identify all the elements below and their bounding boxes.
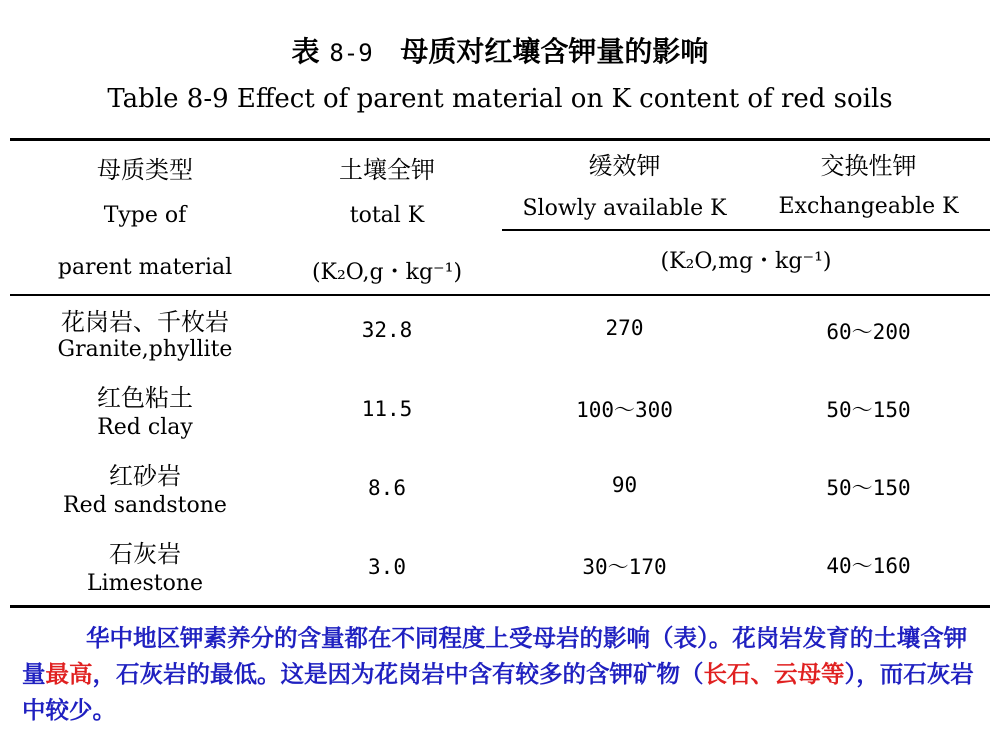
header-col2-zh: 土壤全钾 [339, 156, 435, 184]
row-3-material-zh: 红砂岩 [109, 462, 181, 490]
table-number: 8-9 [329, 39, 373, 67]
caption-paragraph [22, 620, 987, 728]
table-title-text: 母质对红壤含钾量的影响 [400, 35, 709, 68]
header-col4-en: Exchangeable K [778, 194, 959, 219]
row-1-total-k: 32.8 [361, 318, 413, 342]
row-3-exch-k: 50～150 [826, 476, 911, 500]
row-4-total-k: 3.0 [368, 555, 406, 579]
caption-part-3: ），而石灰岩中较少。 [22, 660, 974, 724]
row-3-total-k: 8.6 [368, 476, 406, 500]
row-2-exch-k: 50～150 [826, 398, 911, 422]
header-shared-unit: (K₂O,mg・kg⁻¹) [660, 249, 832, 274]
row-3-material-en: Red sandstone [63, 493, 227, 518]
caption-part-1: 华中地区钾素养分的含量都在不同程度上受母岩的影响（表）。花岗岩发育的土壤含钾量 [22, 624, 968, 688]
row-2-total-k: 11.5 [361, 397, 413, 421]
row-2-material-zh: 红色粘土 [97, 384, 193, 412]
row-4-exch-k: 40～160 [826, 554, 911, 578]
header-col4-zh: 交换性钾 [820, 152, 917, 180]
header-col1-zh: 母质类型 [97, 156, 193, 184]
row-1-exch-k: 60～200 [826, 320, 911, 344]
header-col3-zh: 缓效钾 [588, 152, 661, 180]
table-title-zh [0, 30, 1000, 70]
header-col1-en1: Type of [103, 203, 187, 228]
caption-highlight-minerals: 长石、云母等 [703, 660, 845, 688]
table-label: 表 [291, 35, 320, 68]
bottom-rule [10, 605, 990, 608]
header-col3-en: Slowly available K [522, 196, 727, 221]
header-col2-en: total K [349, 203, 425, 228]
sub-header-rule [502, 229, 990, 231]
row-3-slow-k: 90 [611, 473, 638, 497]
row-1-slow-k: 270 [605, 316, 644, 340]
table-title-en: Table 8-9 Effect of parent material on K content of red soils [107, 84, 893, 114]
header-col2-unit: (K₂O,g・kg⁻¹) [311, 260, 463, 285]
row-4-material-en: Limestone [86, 571, 204, 596]
row-4-slow-k: 30～170 [582, 555, 667, 579]
caption-highlight-highest: 最高 [45, 660, 93, 688]
row-4-material-zh: 石灰岩 [109, 540, 181, 568]
row-2-slow-k: 100～300 [576, 398, 673, 422]
row-2-material-en: Red clay [97, 415, 193, 440]
row-1-material-zh: 花岗岩、千枚岩 [61, 308, 229, 336]
top-rule [10, 138, 990, 141]
caption-part-2: ，石灰岩的最低。这是因为花岗岩中含有较多的含钾矿物（ [92, 660, 704, 688]
header-rule [10, 294, 990, 296]
header-col1-en2: parent material [57, 255, 233, 280]
row-1-material-en: Granite,phyllite [57, 337, 233, 362]
